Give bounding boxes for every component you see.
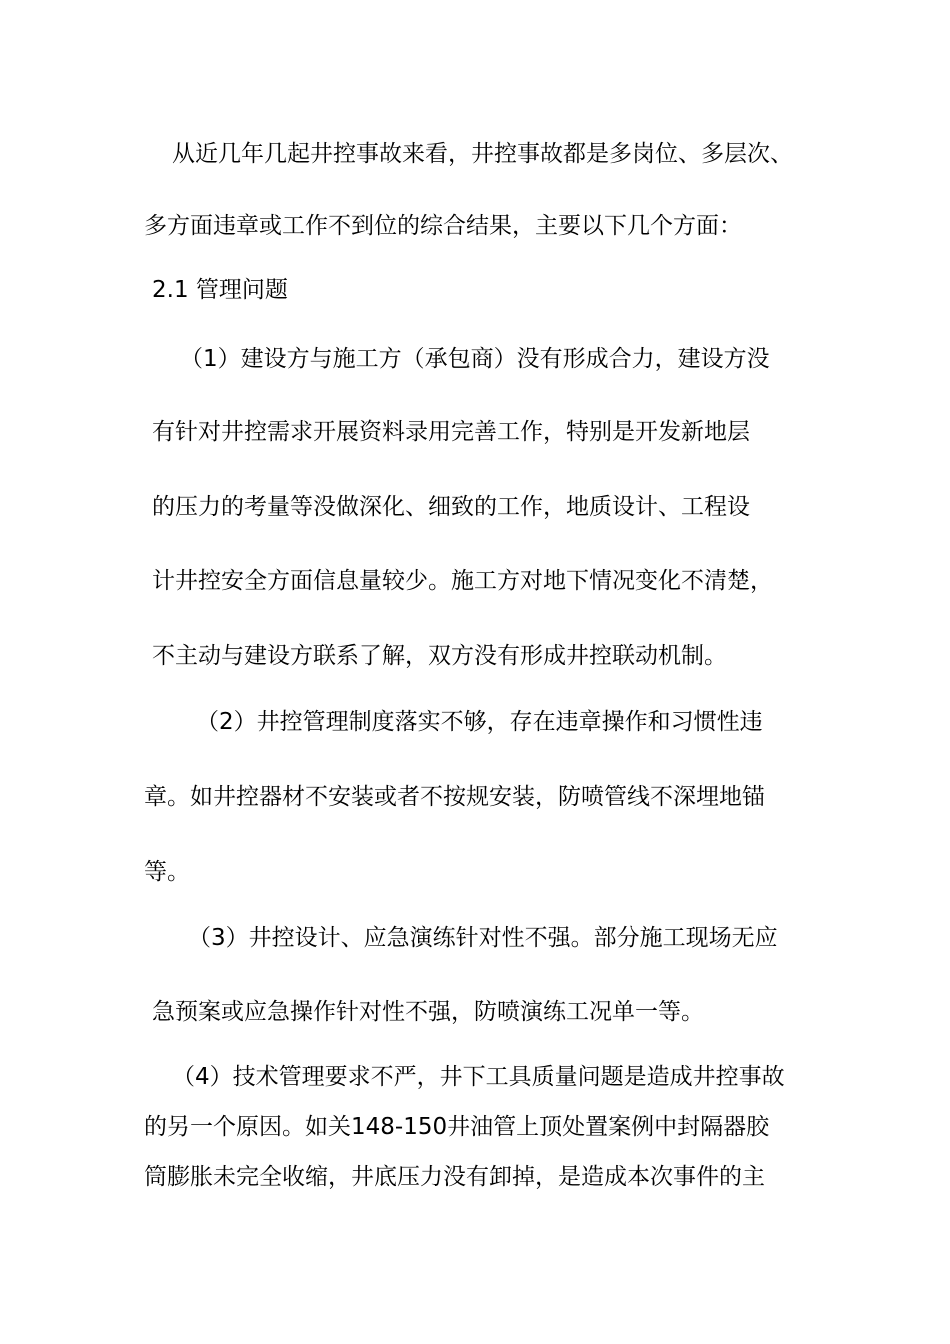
para1-line-5: 不主动与建设方联系了解，双方没有形成井控联动机制。 bbox=[152, 643, 727, 669]
para1-line-1: （1）建设方与施工方（承包商）没有形成合力，建设方没 bbox=[180, 346, 770, 372]
intro-line-1: 从近几年几起井控事故来看，井控事故都是多岗位、多层次、 bbox=[172, 141, 793, 167]
section-heading: 2.1 管理问题 bbox=[152, 277, 288, 303]
intro-line-2: 多方面违章或工作不到位的综合结果，主要以下几个方面： bbox=[144, 213, 742, 239]
para1-line-3: 的压力的考量等没做深化、细致的工作，地质设计、工程设 bbox=[152, 494, 750, 520]
para2-line-1: （2）井控管理制度落实不够，存在违章操作和习惯性违 bbox=[196, 709, 763, 735]
para4-line-2: 的另一个原因。如关148-150井油管上顶处置案例中封隔器胶 bbox=[144, 1114, 770, 1140]
para4-line-1: （4）技术管理要求不严，井下工具质量问题是造成井控事故 bbox=[172, 1064, 785, 1090]
para2-line-2: 章。如井控器材不安装或者不按规安装，防喷管线不深埋地锚 bbox=[144, 784, 765, 810]
para2-line-3: 等。 bbox=[144, 859, 190, 885]
para3-line-2: 急预案或应急操作针对性不强，防喷演练工况单一等。 bbox=[152, 999, 704, 1025]
para3-line-1: （3）井控设计、应急演练针对性不强。部分施工现场无应 bbox=[188, 925, 778, 951]
para1-line-2: 有针对井控需求开展资料录用完善工作，特别是开发新地层 bbox=[152, 419, 750, 445]
para4-line-3: 筒膨胀未完全收缩，井底压力没有卸掉，是造成本次事件的主 bbox=[144, 1164, 765, 1190]
para1-line-4: 计井控安全方面信息量较少。施工方对地下情况变化不清楚， bbox=[152, 568, 773, 594]
